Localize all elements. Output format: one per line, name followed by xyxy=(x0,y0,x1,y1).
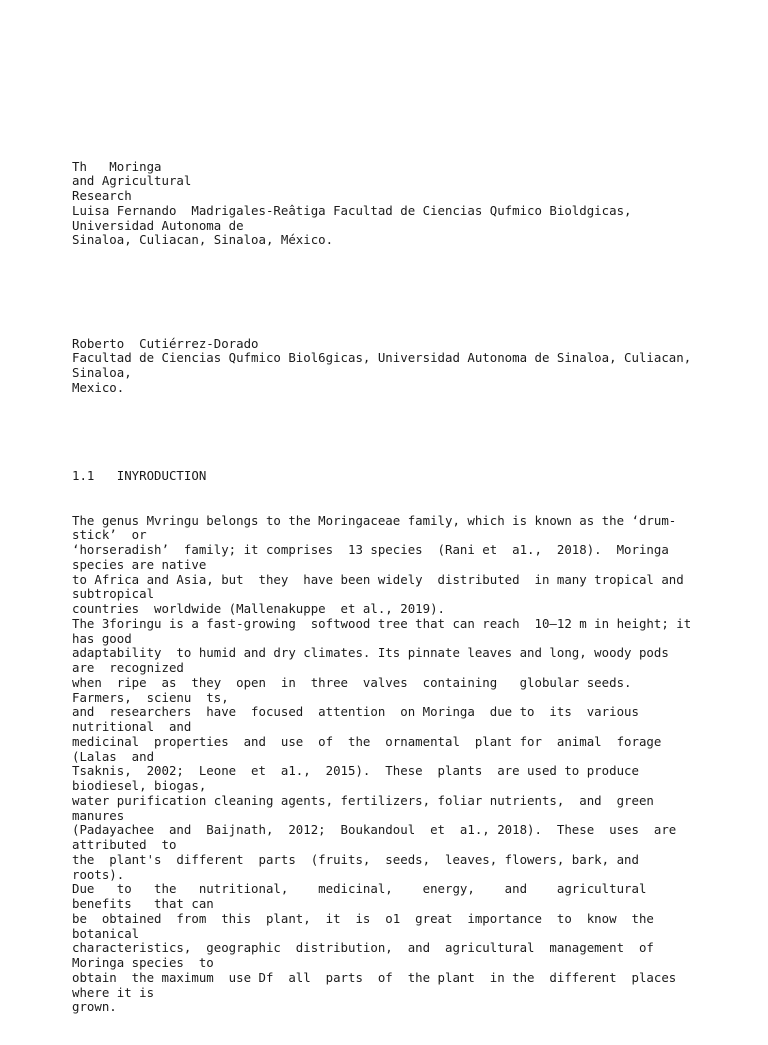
author2-line: Facultad de Ciencias Qufmico Biol6gicas, Universidad Autonoma de Sinaloa, Culiacan, xyxy=(72,350,692,366)
body-line: attributed to xyxy=(72,837,177,852)
body-line: ‘horseradish’ family; it comprises 13 species (Rani et a1., 2018). Moringa xyxy=(72,542,669,557)
section-heading: 1.1 INYRODUCTION xyxy=(72,468,207,484)
body-line: manures xyxy=(72,807,125,823)
body-line: The 3foringu is a fast-growing softwood tree that can reach 10—12 m in height; it xyxy=(72,615,692,631)
body-line: grown. xyxy=(72,999,117,1015)
body-line: has good xyxy=(72,630,132,646)
body-line: where it is xyxy=(72,984,155,1000)
body-line: (Padayachee and Baijnath, 2012; Boukandoul et a1., 2018). These uses are xyxy=(72,822,677,838)
body-line: to Africa and Asia, but they have been widely distributed in many tropical and xyxy=(72,571,684,587)
body-line: benefits that can xyxy=(72,896,214,911)
body-line: medicinal properties and use of the ornamental plant for animal forage xyxy=(72,733,662,749)
body-line: and researchers have focused attention on Moringa due to its various xyxy=(72,704,639,720)
author2-line: Mexico. xyxy=(72,379,125,395)
body-line: (Lalas and xyxy=(72,748,155,764)
body-line: the plant's different parts (fruits, seeds, leaves, flowers, bark, and xyxy=(72,851,639,867)
body-line: are recognized xyxy=(72,660,184,675)
body-line: roots). xyxy=(72,866,125,882)
body-line: stick’ or xyxy=(72,527,147,543)
document-text xyxy=(72,130,752,1045)
author2-block xyxy=(72,337,752,396)
body-line: be obtained from this plant, it is o1 great importance to know the xyxy=(72,910,654,926)
title-line: and Agricultural xyxy=(72,173,192,189)
body-line: Farmers, scienu ts, xyxy=(72,689,229,705)
body-line: subtropical xyxy=(72,586,155,602)
body-line: botanical xyxy=(72,925,140,941)
title-block xyxy=(72,160,752,249)
body-line: obtain the maximum use Df all parts of the plant in the different places xyxy=(72,969,677,985)
author1-line: Universidad Autonoma de xyxy=(72,217,244,233)
body-block xyxy=(72,514,752,1016)
body-line: Tsaknis, 2002; Leone et a1., 2015). These plants are used to produce xyxy=(72,763,639,779)
author2-line: Roberto Cutiérrez-Dorado xyxy=(72,335,259,351)
title-line: Research xyxy=(72,188,132,203)
body-line: when ripe as they open in three valves containing globular seeds. xyxy=(72,674,632,690)
author1-line: Sinaloa, Culiacan, Sinaloa, México. xyxy=(72,232,334,248)
body-line: biodiesel, biogas, xyxy=(72,778,207,793)
spacer xyxy=(72,425,752,440)
body-line: Due to the nutritional, medicinal, energy, and agricultural xyxy=(72,881,647,897)
author2-line: Sinaloa, xyxy=(72,365,132,380)
title-line: Th Moringa xyxy=(72,158,162,174)
body-line: characteristics, geographic distribution, and agricultural management of xyxy=(72,940,654,956)
body-line: nutritional and xyxy=(72,719,192,734)
body-line: Moringa species to xyxy=(72,955,214,970)
body-line: adaptability to humid and dry climates. Its pinnate leaves and long, woody pods xyxy=(72,645,669,661)
body-line: The genus Mvringu belongs to the Moringaceae family, which is known as the ‘drum- xyxy=(72,512,677,528)
author1-line: Luisa Fernando Madrigales-Reâtiga Facultad de Ciencias Qufmico Bioldgicas, xyxy=(72,202,632,218)
spacer xyxy=(72,278,752,293)
body-line: countries worldwide (Mallenakuppe et al., 2019). xyxy=(72,601,445,616)
body-line: water purification cleaning agents, fertilizers, foliar nutrients, and green xyxy=(72,792,654,808)
body-line: species are native xyxy=(72,556,207,572)
